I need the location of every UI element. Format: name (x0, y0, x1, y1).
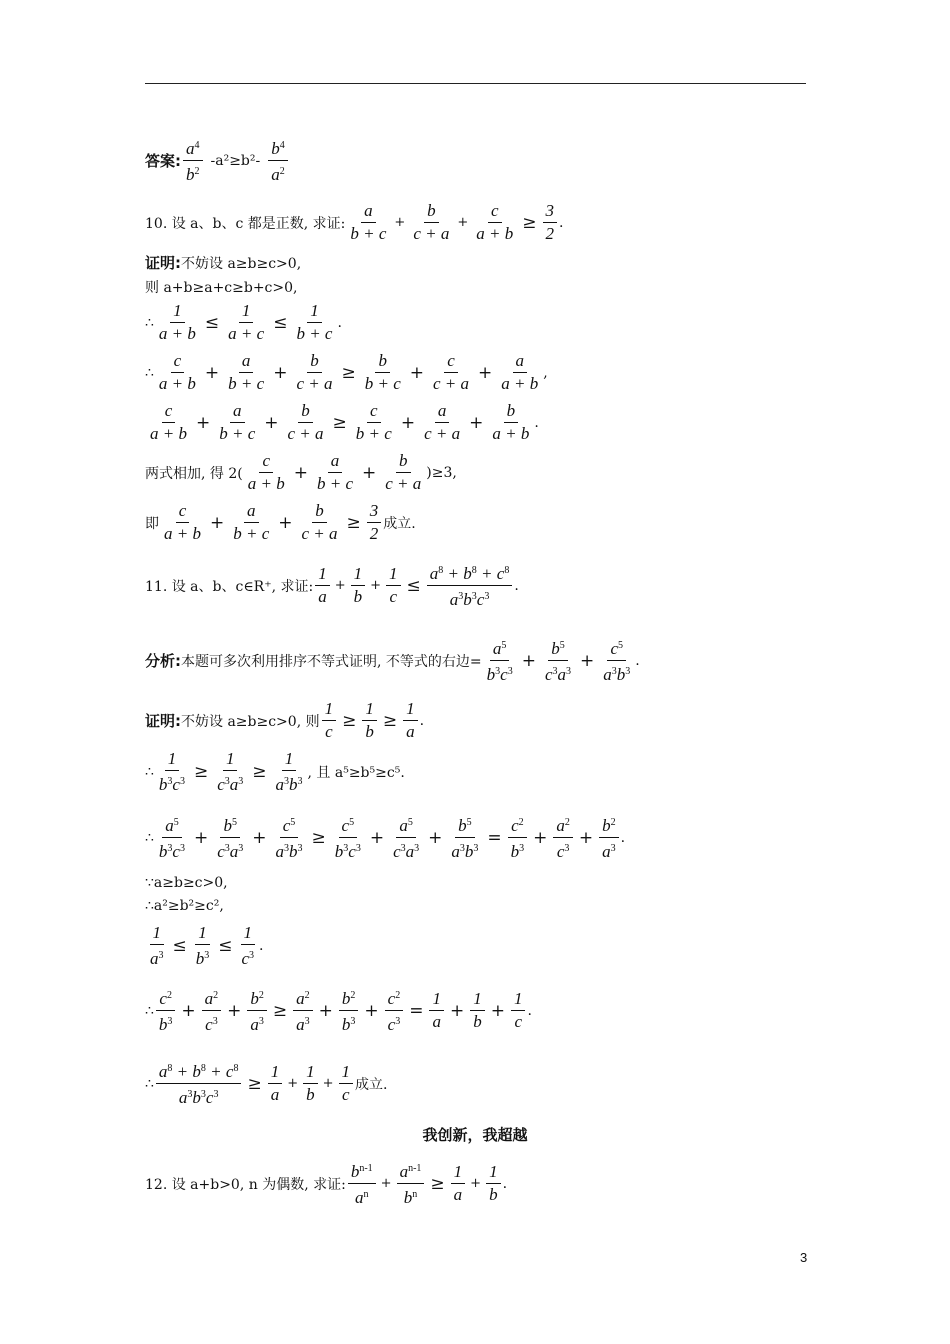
fraction: $\frac{a^5}{c^3a^3}$ (390, 812, 422, 863)
fraction: $\frac{b^2}{a^3}$ (599, 812, 619, 863)
answer-line (145, 135, 290, 186)
fraction: $\frac{a}{b + c}$ (228, 351, 265, 393)
proof-label: 证明: (145, 712, 181, 730)
fraction: $\frac{1}{a^3b^3}$ (275, 749, 303, 794)
fraction: $\frac{a^2}{c^3}$ (553, 812, 573, 863)
answer-mid: -a²≥b²- (210, 152, 261, 169)
problem-11-title: 11. 设 a、b、c∈R⁺, 求证: (145, 578, 314, 595)
chengli-text: 成立. (383, 515, 416, 532)
fraction: $\frac{b^4}{a^2}$ (268, 135, 288, 186)
proof-10-assume: 不妨设 a≥b≥c>0, (181, 255, 302, 272)
fraction: $\frac{b}{c + a}$ (413, 201, 450, 243)
fraction: $\frac{b^5}{a^3b^3}$ (448, 812, 481, 863)
proof-11-assume: 不妨设 a≥b≥c>0, 则 (181, 713, 320, 730)
fraction: $\frac{b}{c + a}$ (301, 501, 338, 543)
fraction: $\frac{c^2}{c^3}$ (385, 985, 404, 1036)
therefore-symbol: ∴ (145, 829, 154, 846)
proof-11-start: 证明: 不妨设 a≥b≥c>0, 则 $\frac{1}{c}$ ≥ $\frac{1}{b}$ ≥ $\frac{1}{a}$ . (145, 699, 425, 741)
fraction: $\frac{1}{c}$ (339, 1061, 354, 1106)
fraction: $\frac{a}{b + c}$ (219, 401, 256, 443)
proof-11-step3: $\frac{1}{a^3}$ ≤ $\frac{1}{b^3}$ ≤ $\frac{1}{c^3}$ . (145, 922, 264, 970)
proof-10-start (145, 252, 301, 273)
fraction: $\frac{c^5}{a^3b^3}$ (600, 635, 633, 686)
therefore-symbol: ∴ (145, 1075, 154, 1092)
fraction: $\frac{1}{a}$ (429, 988, 444, 1033)
proof-label: 证明: (145, 254, 181, 272)
proof-11-and: , 且 a⁵≥b⁵≥c⁵. (307, 765, 405, 781)
fraction: $\frac{b^2}{b^3}$ (339, 985, 359, 1036)
proof-11-step2: ∴ $\frac{a^5}{b^3c^3}$ + $\frac{b^5}{c^3a^3}$ + $\frac{c^5}{a^3b^3}$ ≥ $\frac{c^5}{b^3c^3}$ + $\frac{a^5}{c^3a^3}$ + $\frac{b^5}{a^3b^3}$ = $\frac{c^2}{b^3}$ + $\frac{a^2}{c^3}$ + $\frac{b^2}{a^3}$ . (145, 812, 625, 863)
proof-10-step3: $\frac{c}{a + b}$ + $\frac{a}{b + c}$ + $\frac{b}{c + a}$ ≥ $\frac{c}{b + c}$ + $\frac{a}{c + a}$ + $\frac{b}{a + b}$ . (145, 400, 539, 445)
fraction: $\frac{1}{a + b}$ (158, 301, 196, 343)
proof-11-step4: ∴ $\frac{c^2}{b^3}$ + $\frac{a^2}{c^3}$ + $\frac{b^2}{a^3}$ ≥ $\frac{a^2}{a^3}$ + $\frac{b^2}{b^3}$ + $\frac{c^2}{c^3}$ = $\frac{1}{a}$ + $\frac{1}{b}$ + $\frac{1}{c}$ . (145, 985, 532, 1036)
proof-10-step2: ∴ $\frac{c}{a + b}$ + $\frac{a}{b + c}$ + $\frac{b}{c + a}$ ≥ $\frac{b}{b + c}$ + $\frac{c}{c + a}$ + $\frac{a}{a + b}$ , (145, 351, 548, 393)
fraction: $\frac{1}{b^3}$ (195, 923, 210, 968)
fraction: $\frac{c}{a + b}$ (150, 401, 187, 443)
fraction: $\frac{1}{c}$ (386, 563, 401, 608)
section-title: 我创新，我超越 (422, 1126, 528, 1144)
fraction: $\frac{1}{b}$ (303, 1061, 318, 1106)
fraction: $\frac{b}{c + a}$ (385, 451, 422, 493)
fraction: $\frac{1}{b}$ (470, 988, 485, 1033)
fraction: $\frac{c}{a + b}$ (476, 201, 514, 243)
proof-11-step1: ∴ $\frac{1}{b^3c^3}$ ≥ $\frac{1}{c^3a^3}$ ≥ $\frac{1}{a^3b^3}$ , 且 a⁵≥b⁵≥c⁵. (145, 749, 405, 794)
proof-10-then (145, 277, 298, 297)
fraction: $\frac{3}{2}$ (367, 500, 382, 545)
fraction: $\frac{1}{a}$ (315, 563, 330, 608)
fraction: $\frac{a^8 + b^8 + c^8}{a^3b^3c^3}$ (427, 560, 513, 611)
fraction: $\frac{1}{a}$ (451, 1161, 466, 1206)
fraction: $\frac{a^4}{b^2}$ (183, 135, 203, 186)
fraction: $\frac{c}{a + b}$ (247, 451, 285, 493)
therefore-symbol: ∴ (145, 314, 154, 331)
fraction: $\frac{1}{c}$ (511, 988, 526, 1033)
fraction: $\frac{1}{b}$ (351, 563, 366, 608)
fraction: $\frac{1}{c}$ (322, 698, 337, 743)
fraction: $\frac{b^5}{c^3a^3}$ (214, 812, 246, 863)
page-number: 3 (800, 1250, 808, 1265)
analysis-label: 分析: (145, 652, 181, 670)
fraction: $\frac{b}{c + a}$ (296, 351, 333, 393)
fraction: $\frac{c^2}{b^3}$ (508, 812, 528, 863)
fraction: $\frac{b}{b + c}$ (364, 351, 401, 393)
fraction: $\frac{a^{n-1}}{b^n}$ (397, 1158, 425, 1209)
analysis-text: 本题可多次利用排序不等式证明, 不等式的右边= (181, 653, 482, 670)
problem-12: 12. 设 a+b>0, n 为偶数, 求证: $\frac{b^{n-1}}{a^n}$ + $\frac{a^{n-1}}{b^n}$ ≥ $\frac{1}{a}$ + $\frac{1}{b}$ . (145, 1158, 507, 1209)
fraction: $\frac{a^8 + b^8 + c^8}{a^3b^3c^3}$ (156, 1058, 242, 1109)
fraction: $\frac{b}{a + b}$ (492, 401, 530, 443)
fraction: $\frac{a}{b + c}$ (233, 501, 270, 543)
because-text: ∵a≥b≥c>0, (145, 875, 228, 891)
header-rule (145, 83, 806, 84)
fraction: $\frac{1}{a}$ (403, 698, 418, 743)
problem-10: 10. 设 a、b、c 都是正数, 求证: $\frac{a}{b + c}$ + $\frac{b}{c + a}$ + $\frac{c}{a + b}$ ≥ $\frac{3}{2}$ . (145, 201, 564, 243)
fraction: $\frac{1}{b + c}$ (296, 301, 333, 343)
proof-11-squares (145, 898, 224, 914)
fraction: $\frac{a^2}{a^3}$ (293, 985, 313, 1036)
fraction: $\frac{a^2}{c^3}$ (202, 985, 222, 1036)
proof-10-sum: 两式相加, 得 2( $\frac{c}{a + b}$ + $\frac{a}{b + c}$ + $\frac{b}{c + a}$ )≥3, (145, 451, 457, 493)
fraction: $\frac{a}{c + a}$ (424, 401, 461, 443)
proof-11-because (145, 875, 228, 891)
chengli-text: 成立. (355, 1076, 388, 1093)
fraction: $\frac{c}{c + a}$ (433, 351, 470, 393)
fraction: $\frac{c}{a + b}$ (158, 351, 196, 393)
proof-11-conclusion: ∴ $\frac{a^8 + b^8 + c^8}{a^3b^3c^3}$ ≥ $\frac{1}{a}$ + $\frac{1}{b}$ + $\frac{1}{c}$ 成立. (145, 1058, 387, 1109)
fraction: $\frac{1}{a + c}$ (228, 301, 265, 343)
two-add-text: 两式相加, 得 2( (145, 465, 243, 482)
fraction: $\frac{1}{b}$ (362, 698, 377, 743)
problem-11: 11. 设 a、b、c∈R⁺, 求证: $\frac{1}{a}$ + $\frac{1}{b}$ + $\frac{1}{c}$ ≤ $\frac{a^8 + b^8 + c^8}{a^3b^3c^3}$ . (145, 560, 519, 611)
fraction: $\frac{1}{a}$ (268, 1061, 283, 1106)
problem-12-title: 12. 设 a+b>0, n 为偶数, 求证: (145, 1176, 346, 1193)
fraction: $\frac{a^5}{b^3c^3}$ (156, 812, 188, 863)
fraction: $\frac{a}{a + b}$ (501, 351, 539, 393)
two-add-end: )≥3, (426, 464, 457, 481)
answer-label: 答案: (145, 152, 181, 170)
fraction: $\frac{1}{c^3}$ (241, 923, 255, 968)
fraction: $\frac{1}{c^3a^3}$ (217, 749, 244, 794)
fraction: $\frac{b^2}{a^3}$ (247, 985, 267, 1036)
therefore-symbol: ∴ (145, 364, 154, 381)
therefore-symbol: ∴ (145, 1002, 154, 1019)
squares-order-text: ∴a²≥b²≥c², (145, 898, 224, 914)
fraction: $\frac{c^5}{b^3c^3}$ (332, 812, 364, 863)
fraction: $\frac{b^{n-1}}{a^n}$ (348, 1158, 376, 1209)
fraction: $\frac{c}{a + b}$ (164, 501, 201, 543)
fraction: $\frac{b^5}{c^3a^3}$ (542, 635, 574, 686)
fraction: $\frac{c}{b + c}$ (355, 401, 392, 443)
fraction: $\frac{a}{b + c}$ (350, 201, 387, 243)
analysis-11: 分析: 本题可多次利用排序不等式证明, 不等式的右边= $\frac{a^5}{b^3c^3}$ + $\frac{b^5}{c^3a^3}$ + $\frac{c^5}{a^3b^3}$ . (145, 635, 640, 686)
fraction: $\frac{a}{b + c}$ (316, 451, 353, 493)
fraction: $\frac{3}{2}$ (543, 200, 558, 245)
ji-text: 即 (145, 515, 159, 532)
fraction: $\frac{1}{b^3c^3}$ (158, 749, 185, 794)
fraction: $\frac{b}{c + a}$ (287, 401, 324, 443)
therefore-symbol: ∴ (145, 764, 154, 780)
fraction: $\frac{c^2}{b^3}$ (156, 985, 176, 1036)
fraction: $\frac{c^5}{a^3b^3}$ (273, 812, 306, 863)
fraction: $\frac{a^5}{b^3c^3}$ (484, 635, 516, 686)
fraction: $\frac{1}{b}$ (486, 1161, 501, 1206)
fraction: $\frac{1}{a^3}$ (150, 923, 164, 968)
proof-10-step1: ∴ $\frac{1}{a + b}$ ≤ $\frac{1}{a + c}$ ≤ $\frac{1}{b + c}$ . (145, 301, 342, 343)
proof-10-then-text: 则 a+b≥a+c≥b+c>0, (145, 280, 298, 296)
problem-10-title: 10. 设 a、b、c 都是正数, 求证: (145, 215, 346, 232)
proof-10-conclusion: 即 $\frac{c}{a + b}$ + $\frac{a}{b + c}$ + $\frac{b}{c + a}$ ≥ $\frac{3}{2}$ 成立. (145, 501, 416, 543)
